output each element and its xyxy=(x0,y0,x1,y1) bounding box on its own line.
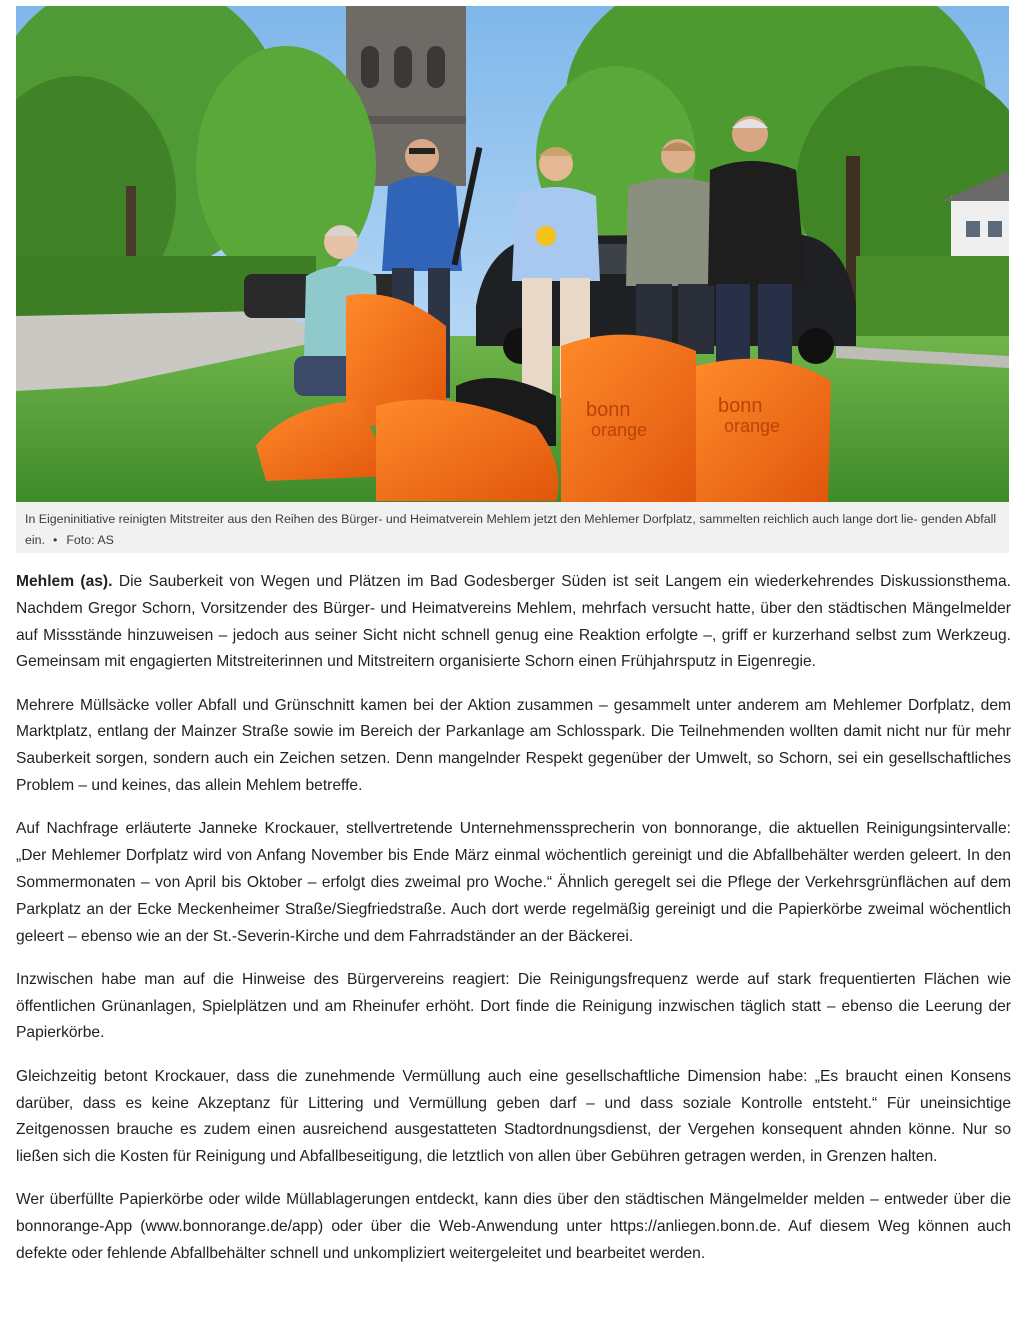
bag-label: orange xyxy=(591,420,648,440)
article-paragraph: Gleichzeitig betont Krockauer, dass die zunehmende Vermüllung auch eine gesellschaftliche Dimension habe: „Es braucht einen Konsens darüber, dass es keine Akzeptanz für Littering und Vermüllung geben darf – und dass soziale Kontrolle entsteht.“ Für uneinsichtige Zeitgenossen brauche es zudem einen ausreichend ausgestatteten Stadtordnungsdienst, der Vergehen konsequent ahnden könne. Nur so ließen sich die Kosten für Reinigung und Abfallbeseitigung, die letztlich von allen über Gebühren getragen werden, in Grenzen halten. xyxy=(16,1067,1011,1166)
caption-text: In Eigeninitiative reinigten Mitstreiter aus den Reihen des Bürger- und Heimatverein Mehlem jetzt den Mehlemer Dorfplatz, sammelten reichlich auch lange dort lie- genden Abfall ein. xyxy=(25,512,997,547)
photo-illustration xyxy=(16,6,1009,502)
photo-caption xyxy=(16,502,1009,553)
bag-label: orange xyxy=(724,416,781,436)
article-lead-paragraph xyxy=(16,569,1011,676)
bag-label: bonn xyxy=(718,395,763,417)
article-paragraph: Inzwischen habe man auf die Hinweise des Bürgervereins reagiert: Die Reinigungsfrequenz werde auf stark frequentierten Flächen wie öffentlichen Grünanlagen, Spielplätzen und am Rheinufer erhöht. Dort finde die Reinigung inzwischen täglich statt – ebenso die Leerung der Papierkörbe. xyxy=(16,970,1011,1042)
article-body xyxy=(16,569,1011,1284)
article-photo xyxy=(16,6,1009,502)
orange-bag xyxy=(561,335,700,502)
lead-text: Die Sauberkeit von Wegen und Plätzen im Bad Godesberger Süden ist seit Langem ein wiederkehrendes Diskussionsthema. Nachdem Gregor Schorn, Vorsitzender des Bürger- und Heimatvereins Mehlem, mehrfach versucht hatte, über den städtischen Mängelmelder auf Missstände hinzuweisen – jedoch aus seiner Sicht nicht schnell genug eine Reaktion erfolgte –, griff er kurzerhand selbst zum Werkzeug. Gemeinsam mit engagierten Mitstreiterinnen und Mitstreitern organisierte Schorn einen Frühjahrsputz in Eigenregie. xyxy=(16,573,1011,671)
article-paragraph: Wer überfüllte Papierkörbe oder wilde Müllablagerungen entdeckt, kann dies über den städtischen Mängelmelder melden – entweder über die bonnorange-App (www.bonnorange.de/app) oder über die Web-Anwendung unter https://anliegen.bonn.de. Auf diesem Weg können auch defekte oder fehlende Abfallbehälter schnell und unkompliziert weitergeleitet und bearbeitet werden. xyxy=(16,1191,1011,1263)
photo-credit: Foto: AS xyxy=(66,533,114,547)
article-paragraph: Auf Nachfrage erläuterte Janneke Krockauer, stellvertretende Unternehmenssprecherin von bonnorange, die aktuellen Reinigungsintervalle: „Der Mehlemer Dorfplatz wird von Anfang November bis Ende März einmal wöchentlich gereinigt und die Abfallbehälter werden geleert. In den Sommermonaten – von April bis Oktober – erfolgt dies zweimal pro Woche.“ Ähnlich geregelt sei die Pflege der Verkehrsgrünflächen auf dem Parkplatz an der Ecke Meckenheimer Straße/Siegfriedstraße. Auch dort werde regelmäßig gereinigt und die Papierkörbe zweimal wöchentlich geleert – ebenso wie an der St.-Severin-Kirche und dem Fahrradständer an der Bäckerei. xyxy=(16,820,1011,945)
bag-label: bonn xyxy=(586,399,631,421)
article-paragraph: Mehrere Müllsäcke voller Abfall und Grünschnitt kamen bei der Aktion zusammen – gesammelt unter anderem am Mehlemer Dorfplatz, dem Marktplatz, entlang der Mainzer Straße sowie im Bereich der Parkanlage am Schlosspark. Die Teilnehmenden wollten damit nicht nur für mehr Sauberkeit sorgen, sondern auch ein Zeichen setzen. Denn mangelnder Respekt gegenüber der Umwelt, so Schorn, sei ein gesellschaftliches Problem – und keines, das allein Mehlem betreffe. xyxy=(16,696,1011,795)
caption-separator: • xyxy=(52,533,58,547)
dateline: Mehlem (as). xyxy=(16,573,113,590)
